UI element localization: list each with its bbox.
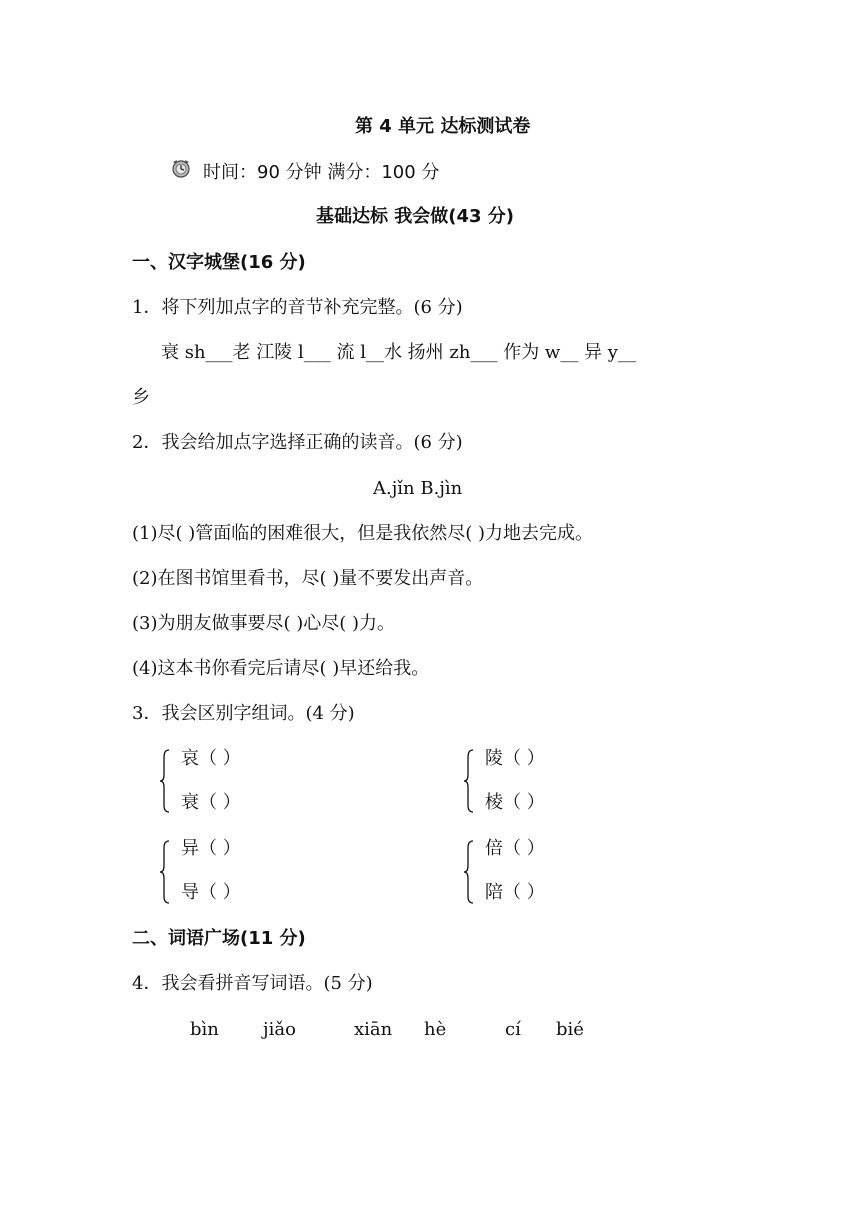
pinyin-3: xiān <box>354 1019 393 1040</box>
section1-heading: 一、汉字城堡(16 分) <box>132 252 306 273</box>
q1-line2: 乡 <box>132 387 150 408</box>
q3-word-3a: 异（ ） <box>181 838 241 859</box>
q3-word-1b: 衰（ ） <box>181 792 241 813</box>
brace-left-1 <box>160 749 170 813</box>
q2-item-3: (3)为朋友做事要尽( )心尽( )力。 <box>132 613 396 634</box>
brace-right-1 <box>464 749 474 813</box>
q2-item-2: (2)在图书馆里看书，尽( )量不要发出声音。 <box>132 568 484 589</box>
q3-word-3b: 导（ ） <box>181 882 241 903</box>
brace-right-2 <box>464 840 474 904</box>
page-title: 第 4 单元 达标测试卷 <box>355 116 531 137</box>
q2-item-4: (4)这本书你看完后请尽( )早还给我。 <box>132 658 430 679</box>
q3-word-2a: 陵（ ） <box>485 748 545 769</box>
brace-left-2 <box>160 840 170 904</box>
clock-icon <box>170 158 194 180</box>
pinyin-5: cí <box>505 1019 521 1040</box>
q3-word-2b: 棱（ ） <box>485 792 545 813</box>
section2-heading: 二、词语广场(11 分) <box>132 928 306 949</box>
pinyin-6: bié <box>556 1019 584 1040</box>
q3-word-4b: 陪（ ） <box>485 882 545 903</box>
q2-options: A.jǐn B.jìn <box>373 478 463 499</box>
q1-prompt: 1．将下列加点字的音节补充完整。(6 分) <box>132 297 463 318</box>
q2-prompt: 2．我会给加点字选择正确的读音。(6 分) <box>132 432 463 453</box>
q3-word-4a: 倍（ ） <box>485 838 545 859</box>
pinyin-4: hè <box>424 1019 447 1040</box>
q2-item-1: (1)尽( )管面临的困难很大，但是我依然尽( )力地去完成。 <box>132 523 594 544</box>
q3-word-1a: 哀（ ） <box>181 748 241 769</box>
section-subtitle: 基础达标 我会做(43 分) <box>316 206 515 227</box>
pinyin-2: jiǎo <box>263 1019 296 1040</box>
q3-prompt: 3．我会区别字组词。(4 分) <box>132 703 355 724</box>
q4-prompt: 4．我会看拼音写词语。(5 分) <box>132 973 373 994</box>
q1-line1: 衰 sh___老 江陵 l___ 流 l__水 扬州 zh___ 作为 w__ 异 y__ <box>161 342 636 363</box>
time-info: 时间：90 分钟 满分：100 分 <box>203 162 440 183</box>
pinyin-1: bìn <box>190 1019 219 1040</box>
